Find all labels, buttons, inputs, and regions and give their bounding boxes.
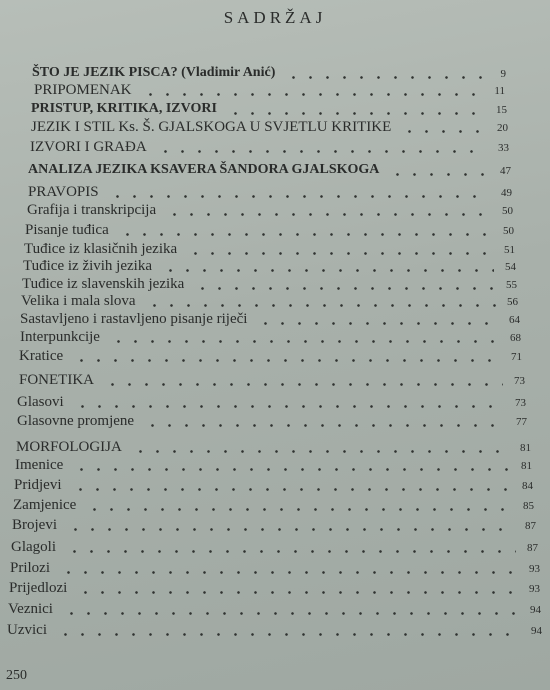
- toc-entry-page: 81: [521, 460, 532, 472]
- toc-entry-page: 85: [523, 500, 534, 512]
- toc-entry-title: ŠTO JE JEZIK PISCA? (Vladimir Anić): [32, 65, 276, 80]
- toc-entry-page: 54: [505, 261, 516, 273]
- dot-leader: [142, 93, 483, 96]
- dot-leader: [73, 359, 500, 362]
- toc-entry-title: PRISTUP, KRITIKA, IZVORI: [31, 101, 217, 116]
- toc-entry-title: Tuđice iz klasičnih jezika: [24, 241, 178, 257]
- toc-entry-title: Prijedlozi: [9, 580, 68, 596]
- toc-entry-page: 73: [514, 375, 525, 387]
- toc-entry-page: 71: [511, 351, 522, 363]
- toc-entry-title: Brojevi: [12, 517, 57, 533]
- toc-entry-title: Glasovi: [17, 394, 64, 410]
- toc-entry-title: Interpunkcije: [20, 329, 100, 345]
- dot-leader: [119, 233, 492, 236]
- toc-entry-page: 50: [502, 205, 513, 217]
- toc-entry-title: Zamjenice: [13, 497, 77, 513]
- dot-leader: [57, 633, 520, 636]
- dot-leader: [77, 591, 518, 594]
- toc-entry-page: 81: [520, 442, 531, 454]
- toc-entry-page: 15: [496, 104, 507, 116]
- toc-entry: [0, 558, 550, 578]
- dot-leader: [104, 383, 503, 386]
- toc-entry: [0, 578, 550, 598]
- toc-entry-page: 33: [498, 142, 509, 154]
- toc-entry-title: IZVORI I GRAĐA: [30, 139, 147, 155]
- dot-leader: [285, 76, 484, 79]
- toc-entry-page: 87: [525, 520, 536, 532]
- toc-entry: [0, 200, 550, 220]
- dot-leader: [67, 528, 514, 531]
- dot-leader: [109, 195, 490, 198]
- toc-entry-title: Glagoli: [11, 539, 56, 555]
- toc-entry-title: MORFOLOGIJA: [16, 439, 122, 455]
- toc-entry-title: Uzvici: [7, 622, 47, 638]
- dot-leader: [401, 130, 486, 133]
- toc-entry: [0, 160, 550, 180]
- page-number: 250: [6, 668, 27, 683]
- toc-entry-title: Veznici: [8, 601, 53, 617]
- toc-entry: [0, 346, 550, 366]
- toc-entry: [0, 80, 550, 100]
- toc-entry-page: 64: [509, 314, 520, 326]
- toc-entry-page: 73: [515, 397, 526, 409]
- toc-entry-title: ANALIZA JEZIKA KSAVERA ŠANDORA GJALSKOGA: [28, 162, 380, 177]
- toc-entry: [0, 475, 550, 495]
- dot-leader: [389, 173, 489, 176]
- dot-leader: [144, 424, 505, 427]
- toc-entry-page: 47: [500, 165, 511, 177]
- toc-entry-page: 94: [531, 625, 542, 637]
- toc-entry-title: PRIPOMENAK: [34, 82, 132, 98]
- toc-entry-page: 84: [522, 480, 533, 492]
- dot-leader: [166, 213, 491, 216]
- toc-entry-page: 68: [510, 332, 521, 344]
- dot-leader: [257, 322, 498, 325]
- dot-leader: [227, 112, 485, 115]
- toc-entry-page: 49: [501, 187, 512, 199]
- toc-entry: [0, 411, 550, 431]
- toc-entry-page: 56: [507, 296, 518, 308]
- dot-leader: [132, 450, 509, 453]
- toc-entry-page: 77: [516, 416, 527, 428]
- toc-entry-page: 51: [504, 244, 515, 256]
- toc-entry-title: Tuđice iz živih jezika: [23, 258, 152, 274]
- toc-entry: [0, 437, 550, 457]
- toc-entry-page: 9: [500, 68, 506, 80]
- toc-entry: [0, 137, 550, 157]
- toc-entry: [0, 99, 550, 119]
- toc-entry-page: 55: [506, 279, 517, 291]
- toc-entry-title: Prilozi: [10, 560, 50, 576]
- toc-entry-page: 50: [503, 225, 514, 237]
- toc-entry-title: Kratice: [19, 348, 64, 364]
- toc-entry-title: Imenice: [15, 457, 64, 473]
- toc-entry: [0, 515, 550, 535]
- dot-leader: [60, 571, 518, 574]
- toc-entry: [0, 495, 550, 515]
- dot-leader: [74, 405, 504, 408]
- toc-entry-page: 93: [529, 583, 540, 595]
- toc-entry-page: 11: [494, 85, 505, 97]
- toc-entry: [0, 620, 550, 640]
- toc-entry: [0, 182, 550, 202]
- toc-entry-title: Velika i mala slova: [21, 293, 136, 309]
- dot-leader: [157, 150, 487, 153]
- toc-entry-page: 87: [527, 542, 538, 554]
- toc-entry: [0, 117, 550, 137]
- toc-entry-title: Pisanje tuđica: [25, 222, 109, 238]
- dot-leader: [66, 550, 516, 553]
- dot-leader: [86, 508, 512, 511]
- toc-entry-page: 93: [529, 563, 540, 575]
- dot-leader: [194, 287, 495, 290]
- toc-entry-title: Glasovne promjene: [17, 413, 135, 429]
- toc-entry-title: Sastavljeno i rastavljeno pisanje riječi: [20, 311, 248, 327]
- toc-entry: [0, 455, 550, 475]
- toc-entry: [0, 291, 550, 311]
- toc-entry-title: Tuđice iz slavenskih jezika: [22, 276, 185, 292]
- toc-entry: [0, 599, 550, 619]
- toc-entry-page: 94: [530, 604, 541, 616]
- toc-entry: [0, 392, 550, 412]
- toc-entry-title: PRAVOPIS: [28, 184, 99, 200]
- toc-entry: [0, 220, 550, 240]
- dot-leader: [162, 269, 494, 272]
- toc-entry-title: FONETIKA: [19, 372, 94, 388]
- page-title: SADRŽAJ: [223, 8, 327, 27]
- dot-leader: [110, 340, 499, 343]
- toc-entry: [0, 537, 550, 557]
- toc-entry-title: Grafija i transkripcija: [27, 202, 157, 218]
- toc-entry: [0, 327, 550, 347]
- dot-leader: [72, 488, 512, 491]
- toc-entry-title: Pridjevi: [14, 477, 62, 493]
- dot-leader: [187, 252, 493, 255]
- toc-entry: [0, 309, 550, 329]
- dot-leader: [63, 612, 519, 615]
- toc-entry-page: 20: [497, 122, 508, 134]
- toc-entry-title: JEZIK I STIL Ks. Š. GJALSKOGA U SVJETLU KRITIKE: [31, 119, 392, 135]
- toc-entry: [0, 256, 550, 276]
- toc-entry: [0, 370, 550, 390]
- dot-leader: [146, 304, 496, 307]
- dot-leader: [73, 468, 510, 471]
